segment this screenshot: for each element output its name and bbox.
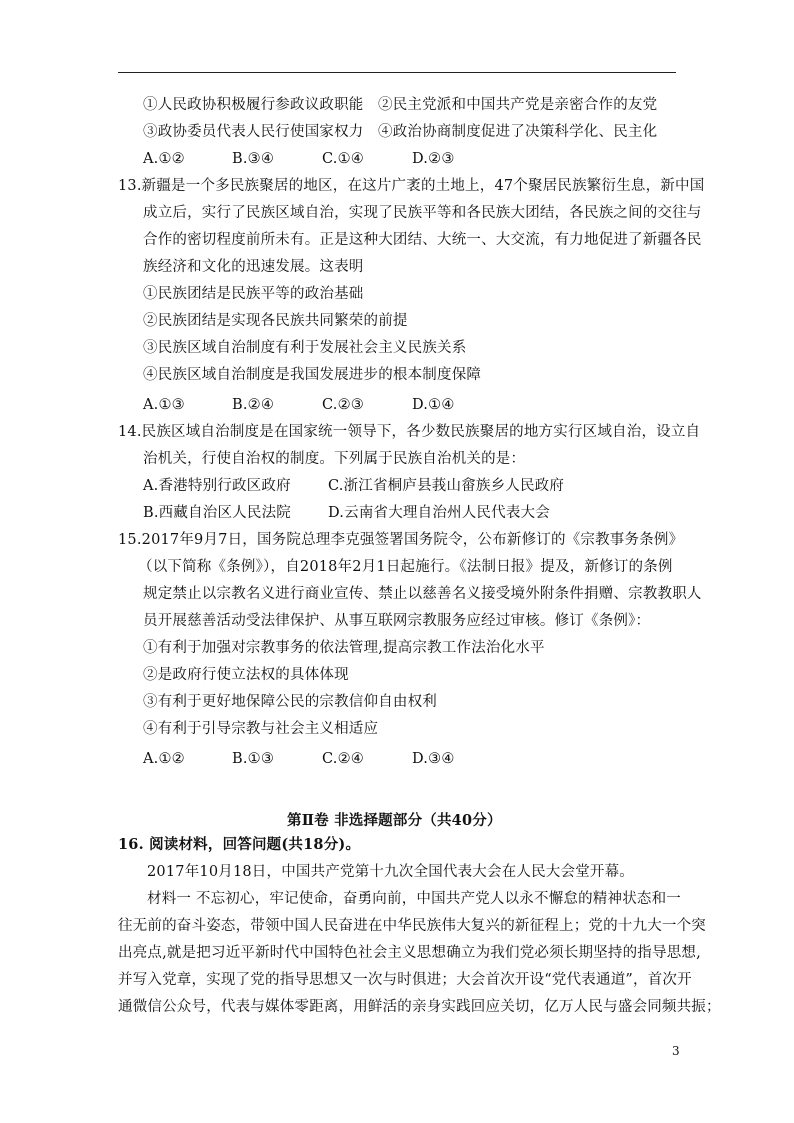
q13-option-c: C.②③ — [322, 397, 364, 413]
q12-option-d: D.②③ — [412, 151, 455, 167]
q14-stem-line-2: 治机关，行使自治权的制度。下列属于民族自治机关的是： — [143, 451, 526, 467]
q13-option-b: B.②④ — [232, 397, 275, 413]
page-number: 3 — [672, 1044, 680, 1058]
q13-option-d: D.①④ — [412, 397, 455, 413]
q16-heading: 16. 阅读材料，回答问题(共18分)。 — [118, 836, 361, 853]
q15-statement-2: ②是政府行使立法权的具体体现 — [143, 667, 349, 683]
q15-stem-line-3: 规定禁止以宗教名义进行商业宣传、禁止以慈善名义接受境外附条件捐赠、宗教教职人 — [143, 586, 702, 602]
q13-stem-line-4: 族经济和文化的迅速发展。这表明 — [143, 259, 364, 275]
q14-option-b: B.西藏自治区人民法院 — [143, 505, 291, 521]
q12-option-a: A.①② — [143, 151, 185, 167]
q15-stem-line-2: （以下简称《条例》），自2018年2月1日起施行。《法制日报》提及，新修订的条例 — [138, 559, 673, 575]
q13-stem-line-1: 13.新疆是一个多民族聚居的地区，在这片广袤的土地上，47个聚居民族繁衍生息，新中国 — [118, 178, 705, 194]
q14-option-a: A.香港特别行政区政府 — [143, 478, 291, 494]
q14-option-d: D.云南省大理自治州人民代表大会 — [328, 505, 550, 521]
q13-stem-line-3: 合作的密切程度前所未有。正是这种大团结、大统一、大交流，有力地促进了新疆各民 — [143, 232, 702, 248]
q12-option-b: B.③④ — [232, 151, 275, 167]
q16-material-line-2: 往无前的奋斗姿态，带领中国人民奋进在中华民族伟大复兴的新征程上；党的十九大一个突 — [118, 918, 706, 934]
q16-material-line-4: 并写入党章，实现了党的指导思想又一次与时俱进；大会首次开设“党代表通道”，首次开 — [118, 972, 692, 988]
q14-stem-line-1: 14.民族区域自治制度是在国家统一领导下，各少数民族聚居的地方实行区域自治，设立自 — [118, 424, 701, 440]
q15-statement-3: ③有利于更好地保障公民的宗教信仰自由权利 — [143, 694, 437, 710]
q14-option-c: C.浙江省桐庐县莪山畲族乡人民政府 — [328, 478, 565, 494]
q12-statement-2: ②民主党派和中国共产党是亲密合作的友党 — [378, 97, 658, 113]
q13-statement-4: ④民族区域自治制度是我国发展进步的根本制度保障 — [143, 367, 482, 383]
q13-statement-3: ③民族区域自治制度有利于发展社会主义民族关系 — [143, 340, 467, 356]
q15-statement-1: ①有利于加强对宗教事务的依法管理,提高宗教工作法治化水平 — [143, 640, 545, 656]
q16-material-line-3: 出亮点,就是把习近平新时代中国特色社会主义思想确立为我们党必须长期坚持的指导思想, — [118, 945, 701, 961]
q12-statement-1: ①人民政协积极履行参政议政职能 — [143, 97, 364, 113]
section-title: 第Ⅱ卷 非选择题部分（共40分） — [287, 812, 502, 829]
q16-intro: 2017年10月18日，中国共产党第十九次全国代表大会在人民大会堂开幕。 — [147, 864, 635, 880]
q15-option-d: D.③④ — [412, 751, 455, 767]
q12-statement-4: ④政治协商制度促进了决策科学化、民主化 — [378, 124, 658, 140]
q13-statement-1: ①民族团结是民族平等的政治基础 — [143, 286, 364, 302]
q12-option-c: C.①④ — [322, 151, 364, 167]
q16-material-line-1: 材料一 不忘初心，牢记使命，奋勇向前，中国共产党人以永不懈怠的精神状态和一 — [147, 891, 682, 907]
q15-stem-line-1: 15.2017年9月7日，国务院总理李克强签署国务院令，公布新修订的《宗教事务条例》 — [118, 532, 684, 548]
q15-option-a: A.①② — [143, 751, 185, 767]
q13-statement-2: ②民族团结是实现各民族共同繁荣的前提 — [143, 313, 408, 329]
q15-option-c: C.②④ — [322, 751, 364, 767]
q15-option-b: B.①③ — [232, 751, 275, 767]
q13-stem-line-2: 成立后，实行了民族区域自治，实现了民族平等和各民族大团结，各民族之间的交往与 — [143, 205, 702, 221]
header-rule — [118, 72, 676, 73]
q12-statement-3: ③政协委员代表人民行使国家权力 — [143, 124, 364, 140]
q13-option-a: A.①③ — [143, 397, 185, 413]
q15-stem-line-4: 员开展慈善活动受法律保护、从事互联网宗教服务应经过审核。修订《条例》： — [143, 613, 651, 629]
q16-material-line-5: 通微信公众号，代表与媒体零距离，用鲜活的亲身实践回应关切，亿万人民与盛会同频共振； — [118, 999, 721, 1015]
q15-statement-4: ④有利于引导宗教与社会主义相适应 — [143, 721, 379, 737]
